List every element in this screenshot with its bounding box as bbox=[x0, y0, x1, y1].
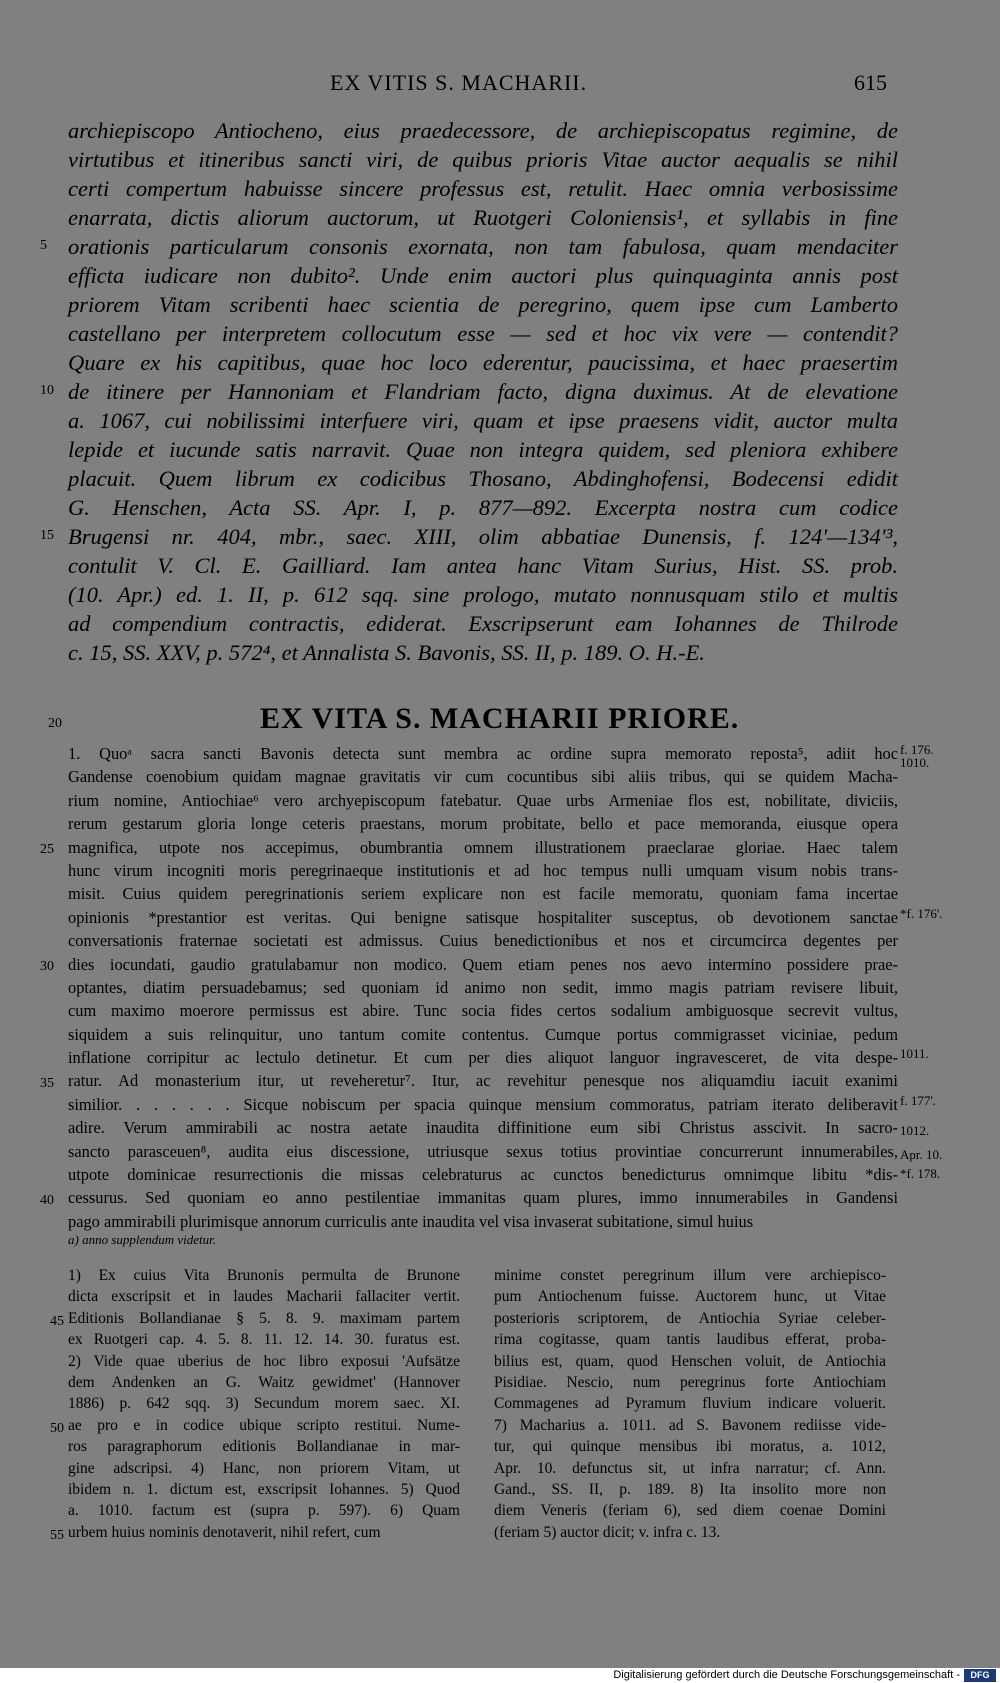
intro-line: enarrata, dictis aliorum auctorum, ut Ruotgeri Coloniensis¹, et syllabis in fine bbox=[68, 205, 898, 230]
footnote-line: Commagenes ad Pyramum fluvium indicare voluerit. bbox=[494, 1395, 886, 1413]
line-number: 35 bbox=[40, 1075, 54, 1091]
line-number: 15 bbox=[40, 528, 54, 543]
footnote-line: Apr. 10. defunctus sit, ut infra narratur; cf. Ann. bbox=[494, 1459, 886, 1477]
footnote-line: dem Andenken an G. Waitz gewidmet' (Hannover bbox=[68, 1373, 460, 1391]
footnote-line: Editionis Bollandianae § 5. 8. 9. maximam partem bbox=[68, 1309, 460, 1327]
section-line-number: 20 bbox=[48, 716, 62, 731]
section-title: EX VITA S. MACHARII PRIORE. bbox=[260, 702, 740, 735]
intro-line: orationis particularum consonis exornata, non tam fabulosa, quam mendaciter bbox=[68, 234, 898, 259]
intro-line: (10. Apr.) ed. 1. II, p. 612 sqq. sine prologo, mutato nonnusquam stilo et multis bbox=[68, 582, 898, 607]
intro-line: a. 1067, cui nobilissimi interfuere viri, quam et ipse praesens vidit, auctor multa bbox=[68, 408, 898, 433]
text-line: utpote dominicae resurrectionis die missas celebraturus ac cunctos benedicturus omnimque libitu *dis- bbox=[68, 1165, 898, 1185]
margin-note: Apr. 10. bbox=[900, 1146, 943, 1162]
text-line: siquidem a suis relinquitur, uno tantum comite contentus. Cumque portus commigrasset viciniae, pedum bbox=[68, 1024, 898, 1044]
margin-note: f. 177'. bbox=[900, 1093, 936, 1108]
margin-note: 1011. bbox=[900, 1046, 929, 1062]
footnote-line: 1886) p. 642 sqq. 3) Secundum morem saec. XI. bbox=[68, 1395, 460, 1413]
footnote-line: ae pro e in codice ubique scripto restitui. Nume- bbox=[68, 1416, 460, 1434]
footnote-line: diem Veneris (feriam 6), sed diem coenae Domini bbox=[494, 1502, 886, 1520]
intro-line: contulit V. Cl. E. Gailliard. Iam antea hanc Vitam Surius, Hist. SS. prob. bbox=[68, 553, 898, 578]
intro-line: castellano per interpretem collocutum esse — sed et hoc vix vere — contendit? bbox=[68, 321, 898, 346]
text-line: dies iocundati, gaudio gratulabamur non modico. Quem etiam penes nos aevo intermino possidere prae- bbox=[68, 954, 898, 974]
intro-line: lepide et iucunde satis narravit. Quae non integra quidem, sed pleniora exhibere bbox=[68, 437, 898, 462]
text-line: adire. Verum ammirabili ac nostra aetate inaudita diffinitione eum sibi Christus asscivit. In sacro- bbox=[68, 1118, 898, 1138]
line-number: 50 bbox=[50, 1420, 64, 1436]
funding-credit: Digitalisierung gefördert durch die Deutsche Forschungsgemeinschaft - bbox=[613, 1669, 960, 1681]
margin-note: *f. 178. bbox=[900, 1165, 941, 1181]
intro-line: placuit. Quem librum ex codicibus Thosano, Abdinghofensi, Bodecensi edidit bbox=[68, 466, 898, 491]
text-line: 1. Quoᵃ sacra sancti Bavonis detecta sunt membra ac ordine supra memorato reposta⁵, adiit hoc bbox=[68, 744, 898, 763]
line-number: 30 bbox=[40, 958, 54, 974]
footnote-line: rima cogitasse, quam tantis laudibus efferat, proba- bbox=[494, 1331, 886, 1349]
intro-line: priorem Vitam scribenti haec scientia de peregrino, quem ipse cum Lamberto bbox=[68, 292, 898, 317]
text-line: magnifica, utpote nos accepimus, obumbrantia omnem illustrationem praeclarae gloriae. Haec talem bbox=[68, 837, 898, 857]
footnote-line: posterioris scriptorem, de Antiochia Syriae celeber- bbox=[494, 1309, 886, 1327]
text-line: hunc virum incogniti moris peregrinaeque institutionis et ad hoc tempus nulli umquam visum nobis trans- bbox=[68, 860, 898, 880]
margin-note: 1012. bbox=[900, 1123, 930, 1139]
main-text bbox=[68, 742, 898, 1233]
intro-line: c. 15, SS. XXV, p. 572⁴, et Annalista S. Bavonis, SS. II, p. 189. O. H.-E. bbox=[68, 640, 705, 665]
text-line: similior. . . . . . . Sicque nobiscum per spacia quinque mensium commoratus, patriam iterato deliberavit bbox=[68, 1094, 898, 1114]
footnote-line: bilius est, quam, quod Henschen voluit, de Antiochia bbox=[494, 1352, 886, 1370]
running-header bbox=[0, 70, 1000, 100]
line-number: 55 bbox=[50, 1527, 64, 1543]
footnote-line: urbem huius nominis denotaverit, nihil refert, cum bbox=[68, 1523, 381, 1541]
text-line: rerum gestarum gloria longe ceteris praestans, morum probitate, bello et pace memoranda, eiusque opera bbox=[68, 814, 898, 834]
text-line: conversationis fraternae societati est admissus. Cuius benedictionibus et nos et circumcirca degentes per bbox=[68, 931, 898, 951]
line-number: 10 bbox=[40, 383, 54, 398]
footnote-line: 1) Ex cuius Vita Brunonis permulta de Brunone bbox=[68, 1267, 460, 1284]
intro-line: efficta iudicare non dubito². Unde enim auctori plus quinquaginta annis post bbox=[68, 263, 898, 288]
intro-line: G. Henschen, Acta SS. Apr. I, p. 877—892. Excerpta nostra cum codice bbox=[68, 495, 898, 520]
dfg-logo: DFG bbox=[964, 1669, 996, 1682]
intro-line: Quare ex his capitibus, quae hoc loco ederentur, paucissima, et haec praesertim bbox=[68, 350, 898, 375]
critical-footnote: a) anno supplendum videtur. bbox=[68, 1232, 217, 1247]
margin-note: *f. 176'. bbox=[900, 905, 943, 921]
margin-note: 1010. bbox=[900, 754, 930, 770]
footnote-line: ros paragraphorum editionis Bollandianae in mar- bbox=[68, 1438, 460, 1456]
text-line: cessurus. Sed quoniam eo anno pestilentiae immanitas quam plures, immo innumerabiles in Gandensi bbox=[68, 1188, 898, 1208]
footnote-line: minime constet peregrinum illum vere archiepisco- bbox=[494, 1267, 886, 1284]
footnote-line: 7) Macharius a. 1011. ad S. Bavonem rediisse vide- bbox=[494, 1416, 886, 1434]
margin-note: f. 176. bbox=[900, 742, 934, 757]
text-line: rium nomine, Antiochiae⁶ vero archyepiscopum fatebatur. Quae urbs Armeniae flos est, nobilitate, diviciis, bbox=[68, 790, 898, 810]
footnotes-right-column bbox=[494, 1265, 886, 1543]
footnote-line: ibidem n. 1. dictum est, exscripsit Iohannes. 5) Quod bbox=[68, 1480, 460, 1498]
intro-line: certi compertum habuisse sincere professus est, retulit. Haec omnia verbosissime bbox=[68, 176, 898, 201]
intro-line: archiepiscopo Antiocheno, eius praedecessore, de archiepiscopatus regimine, de bbox=[68, 118, 898, 143]
footnote-line: Gand., SS. II, p. 189. 8) Ita insolito more non bbox=[494, 1480, 886, 1498]
text-line: inflatione corripitur ac lectulo detinetur. Et cum per dies aliquot languor ingravesceret, de vita despe- bbox=[68, 1048, 898, 1068]
footnote-line: (feriam 5) auctor dicit; v. infra c. 13. bbox=[494, 1523, 721, 1541]
line-number: 40 bbox=[40, 1192, 54, 1208]
footnote-line: gine adscripsi. 4) Hanc, non priorem Vitam, ut bbox=[68, 1459, 460, 1477]
footnote-line: 2) Vide quae uberius de hoc libro exposui 'Aufsätze bbox=[68, 1352, 460, 1370]
intro-line: Brugensi nr. 404, mbr., saec. XIII, olim abbatiae Dunensis, f. 124'—134'³, bbox=[68, 524, 898, 549]
page-number: 615 bbox=[854, 70, 887, 95]
footnotes-left-column bbox=[68, 1265, 460, 1543]
running-title: EX VITIS S. MACHARII. bbox=[330, 70, 588, 95]
intro-line: de itinere per Hannoniam et Flandriam facto, digna duximus. At de elevatione bbox=[68, 379, 898, 404]
text-line: Gandense coenobium quidam magnae gravitatis vir cum cocuntibus sibi aliis tribus, qui se quidem Macha- bbox=[68, 767, 898, 787]
footnote-line: a. 1010. factum est (supra p. 597). 6) Quam bbox=[68, 1502, 460, 1520]
text-line: optantes, diatim persuadebamus; sed quoniam id animo non sedit, immo magis patriam revisere libuit, bbox=[68, 977, 898, 997]
intro-line: virtutibus et itineribus sancti viri, de quibus prioris Vitae auctor aequalis se nihil bbox=[68, 147, 898, 172]
footer-bar bbox=[0, 1668, 1000, 1683]
footnote-line: Pisidiae. Nescio, num peregrinus forte Antiochiam bbox=[494, 1373, 886, 1391]
footnote-line: dicta exscripsit et in laudes Macharii fallaciter vertit. bbox=[68, 1288, 460, 1306]
footnote-line: tur, qui quinque mensibus ibi moratus, a. 1012, bbox=[494, 1438, 886, 1456]
footnote-line: ex Ruotgeri cap. 4. 5. 8. 11. 12. 14. 30. furatus est. bbox=[68, 1331, 460, 1349]
line-number: 25 bbox=[40, 841, 54, 857]
line-number: 5 bbox=[40, 238, 47, 253]
footnote-line: pum Antiochenum fuisse. Auctorem hunc, ut Vitae bbox=[494, 1288, 886, 1306]
line-number: 45 bbox=[50, 1313, 64, 1329]
text-line: misit. Cuius quidem peregrinationis seriem explicare non est facile memoratu, quoniam fama incertae bbox=[68, 884, 898, 904]
text-line: ratur. Ad monasterium itur, ut reveheretur⁷. Itur, ac revehitur penesque nos aliquamdiu iacuit exanimi bbox=[68, 1071, 898, 1091]
text-line: opinionis *prestantior est veritas. Qui benigne satisque hospitaliter susceptus, ob devotionem sanctae bbox=[68, 907, 898, 927]
text-line: cum maximo moerore permissus est abire. Tunc socia fides certos sodalium ambiguosque secrevit vultus, bbox=[68, 1001, 898, 1021]
text-line: sancto parasceuen⁸, audita eius discessione, utriusque sexus totius provintiae concurrerunt innumerabiles, bbox=[68, 1141, 898, 1161]
introduction-paragraph bbox=[68, 116, 898, 667]
intro-line: ad compendium contractis, ediderat. Exscripserunt eam Iohannes de Thilrode bbox=[68, 611, 898, 636]
text-line: pago ammirabili plurimisque annorum curriculis ante inaudita vel visa invaserat subitatione, simul huius bbox=[68, 1211, 754, 1231]
